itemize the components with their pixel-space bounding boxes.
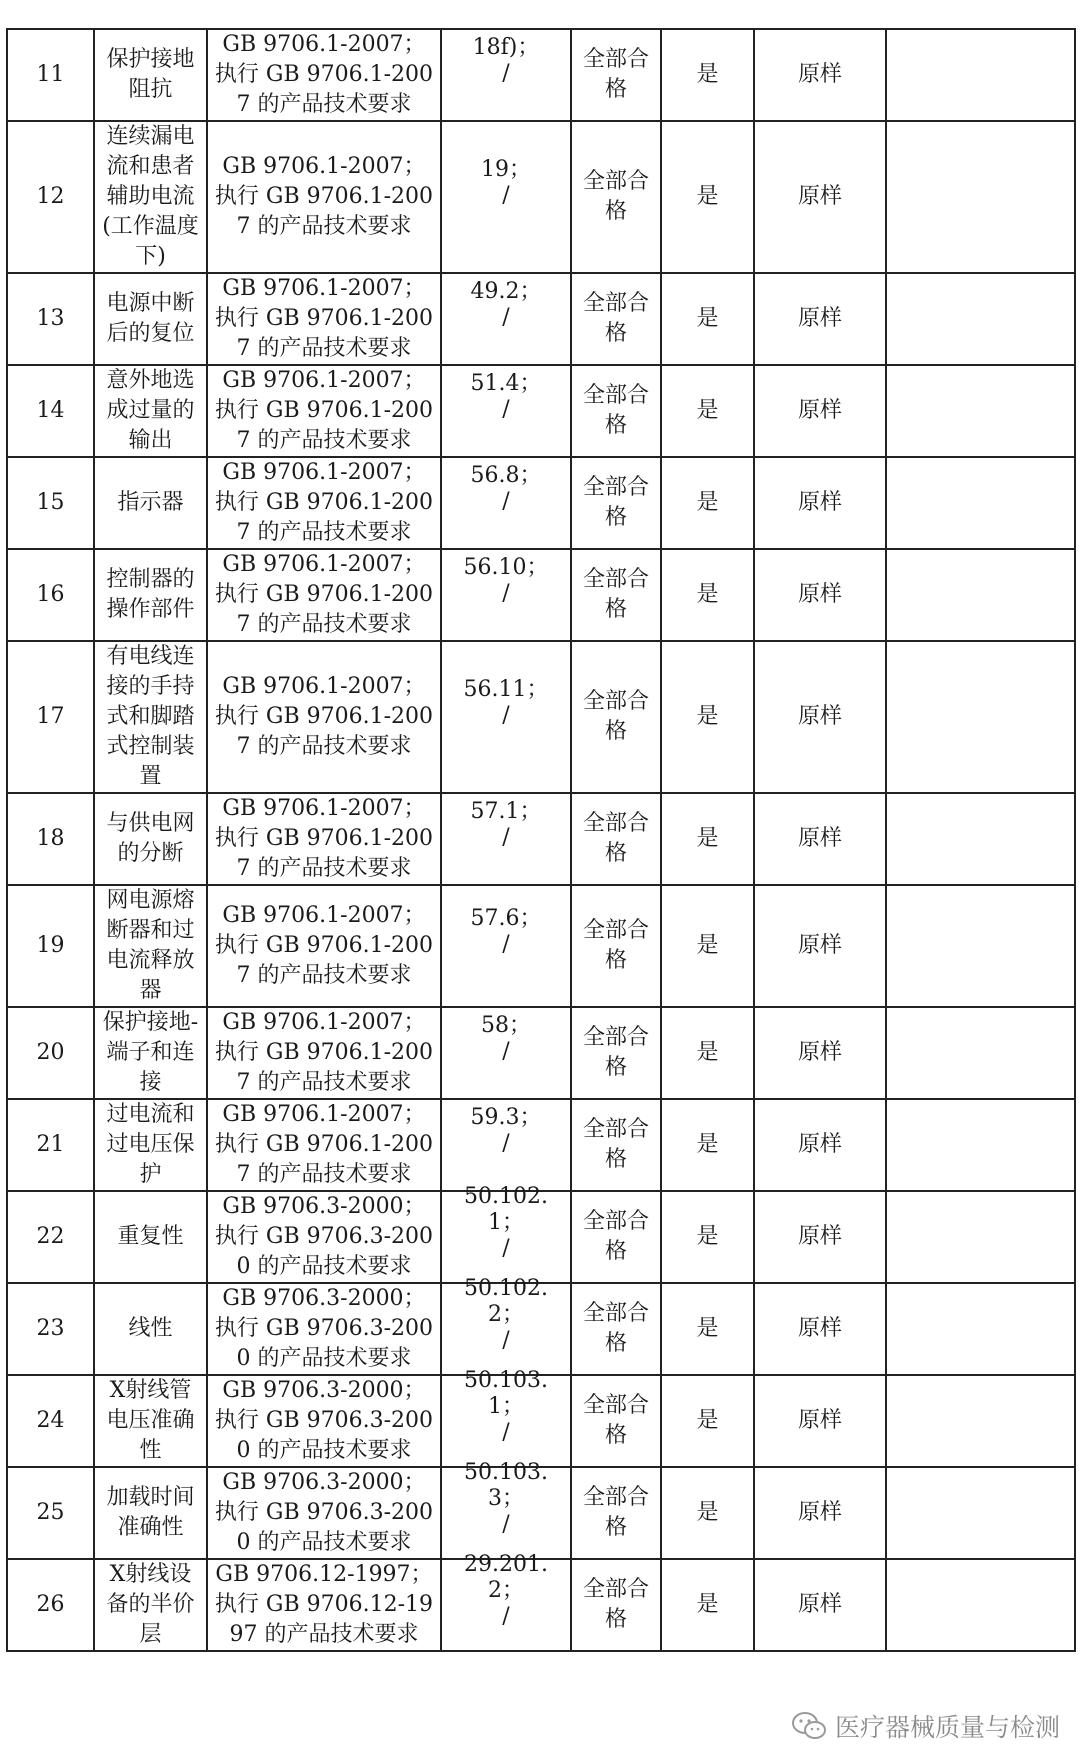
cell-sample-state: 原样 bbox=[754, 1467, 886, 1559]
cell-standard: GB 9706.1-2007；执行 GB 9706.1-2007 的产品技术要求 bbox=[207, 273, 441, 365]
table-row bbox=[7, 1283, 1075, 1375]
cell-sample-state: 原样 bbox=[754, 641, 886, 793]
cell-sample-state: 原样 bbox=[754, 1375, 886, 1467]
cell-test-item: 控制器的操作部件 bbox=[94, 549, 207, 641]
cell-result: 全部合格 bbox=[571, 1283, 661, 1375]
cell-result: 全部合格 bbox=[571, 885, 661, 1007]
watermark bbox=[791, 1706, 1060, 1746]
clause-text: 50.102.2； / bbox=[464, 1276, 548, 1353]
table-body bbox=[7, 29, 1075, 1651]
cell-result: 全部合格 bbox=[571, 1467, 661, 1559]
cell-clause bbox=[441, 1276, 571, 1375]
cell-clause bbox=[441, 641, 571, 793]
cell-number: 14 bbox=[7, 365, 94, 457]
table-row bbox=[7, 29, 1075, 121]
cell-sample-state: 原样 bbox=[754, 1007, 886, 1099]
cell-test-item: 过电流和过电压保护 bbox=[94, 1099, 207, 1191]
cell-standard: GB 9706.1-2007；执行 GB 9706.1-2007 的产品技术要求 bbox=[207, 365, 441, 457]
cell-result: 全部合格 bbox=[571, 457, 661, 549]
cell-sample-state: 原样 bbox=[754, 457, 886, 549]
cell-standard: GB 9706.1-2007；执行 GB 9706.1-2007 的产品技术要求 bbox=[207, 1007, 441, 1099]
cell-standard: GB 9706.1-2007；执行 GB 9706.1-2007 的产品技术要求 bbox=[207, 121, 441, 273]
cell-sample-state: 原样 bbox=[754, 1283, 886, 1375]
cell-sample-state: 原样 bbox=[754, 121, 886, 273]
table-row bbox=[7, 273, 1075, 365]
cell-remark bbox=[886, 1283, 1075, 1375]
cell-clause bbox=[441, 1099, 571, 1191]
clause-text: 58； / bbox=[481, 1013, 531, 1064]
cell-conformity: 是 bbox=[661, 641, 754, 793]
cell-standard: GB 9706.1-2007；执行 GB 9706.1-2007 的产品技术要求 bbox=[207, 793, 441, 885]
table-row bbox=[7, 1099, 1075, 1191]
cell-conformity: 是 bbox=[661, 549, 754, 641]
clause-text: 50.103.1； / bbox=[464, 1368, 548, 1445]
clause-text: 18f)； / bbox=[472, 35, 540, 86]
cell-result: 全部合格 bbox=[571, 1007, 661, 1099]
cell-clause bbox=[441, 365, 571, 457]
cell-standard: GB 9706.1-2007；执行 GB 9706.1-2007 的产品技术要求 bbox=[207, 29, 441, 121]
cell-number: 18 bbox=[7, 793, 94, 885]
cell-remark bbox=[886, 641, 1075, 793]
cell-number: 19 bbox=[7, 885, 94, 1007]
cell-number: 20 bbox=[7, 1007, 94, 1099]
cell-conformity: 是 bbox=[661, 1283, 754, 1375]
cell-standard: GB 9706.12-1997；执行 GB 9706.12-1997 的产品技术要求 bbox=[207, 1559, 441, 1651]
cell-remark bbox=[886, 793, 1075, 885]
cell-result: 全部合格 bbox=[571, 1375, 661, 1467]
cell-sample-state: 原样 bbox=[754, 793, 886, 885]
cell-standard: GB 9706.1-2007；执行 GB 9706.1-2007 的产品技术要求 bbox=[207, 549, 441, 641]
cell-number: 12 bbox=[7, 121, 94, 273]
cell-test-item: 加载时间准确性 bbox=[94, 1467, 207, 1559]
clause-text: 29.201.2； / bbox=[464, 1552, 548, 1629]
cell-conformity: 是 bbox=[661, 457, 754, 549]
cell-standard: GB 9706.1-2007；执行 GB 9706.1-2007 的产品技术要求 bbox=[207, 457, 441, 549]
cell-test-item: 网电源熔断器和过电流释放器 bbox=[94, 885, 207, 1007]
cell-conformity: 是 bbox=[661, 793, 754, 885]
cell-conformity: 是 bbox=[661, 121, 754, 273]
cell-conformity: 是 bbox=[661, 1559, 754, 1651]
cell-test-item: 保护接地-端子和连接 bbox=[94, 1007, 207, 1099]
clause-text: 56.10； / bbox=[463, 555, 549, 606]
cell-clause bbox=[441, 885, 571, 1007]
cell-remark bbox=[886, 457, 1075, 549]
clause-text: 50.102.1； / bbox=[464, 1184, 548, 1261]
cell-clause bbox=[441, 1184, 571, 1283]
table-row bbox=[7, 457, 1075, 549]
cell-conformity: 是 bbox=[661, 1007, 754, 1099]
cell-result: 全部合格 bbox=[571, 121, 661, 273]
cell-test-item: 意外地选成过量的输出 bbox=[94, 365, 207, 457]
cell-standard: GB 9706.1-2007；执行 GB 9706.1-2007 的产品技术要求 bbox=[207, 641, 441, 793]
cell-number: 16 bbox=[7, 549, 94, 641]
cell-standard: GB 9706.1-2007；执行 GB 9706.1-2007 的产品技术要求 bbox=[207, 1099, 441, 1191]
cell-conformity: 是 bbox=[661, 29, 754, 121]
cell-sample-state: 原样 bbox=[754, 273, 886, 365]
cell-number: 15 bbox=[7, 457, 94, 549]
cell-standard: GB 9706.3-2000；执行 GB 9706.3-2000 的产品技术要求 bbox=[207, 1375, 441, 1467]
cell-sample-state: 原样 bbox=[754, 29, 886, 121]
cell-number: 24 bbox=[7, 1375, 94, 1467]
cell-remark bbox=[886, 365, 1075, 457]
cell-clause bbox=[441, 1007, 571, 1099]
clause-text: 19； / bbox=[481, 157, 531, 208]
cell-result: 全部合格 bbox=[571, 1191, 661, 1283]
cell-number: 26 bbox=[7, 1559, 94, 1651]
cell-result: 全部合格 bbox=[571, 1559, 661, 1651]
cell-number: 23 bbox=[7, 1283, 94, 1375]
cell-number: 22 bbox=[7, 1191, 94, 1283]
cell-conformity: 是 bbox=[661, 1375, 754, 1467]
cell-number: 17 bbox=[7, 641, 94, 793]
cell-remark bbox=[886, 1007, 1075, 1099]
cell-remark bbox=[886, 1099, 1075, 1191]
cell-test-item: 指示器 bbox=[94, 457, 207, 549]
clause-text: 59.3； / bbox=[470, 1105, 542, 1156]
cell-remark bbox=[886, 885, 1075, 1007]
clause-text: 51.4； / bbox=[470, 371, 542, 422]
cell-result: 全部合格 bbox=[571, 1099, 661, 1191]
table-row bbox=[7, 641, 1075, 793]
cell-test-item: X射线管电压准确性 bbox=[94, 1375, 207, 1467]
cell-result: 全部合格 bbox=[571, 29, 661, 121]
cell-sample-state: 原样 bbox=[754, 549, 886, 641]
cell-remark bbox=[886, 549, 1075, 641]
cell-result: 全部合格 bbox=[571, 273, 661, 365]
cell-test-item: 线性 bbox=[94, 1283, 207, 1375]
cell-result: 全部合格 bbox=[571, 365, 661, 457]
cell-number: 11 bbox=[7, 29, 94, 121]
cell-test-item: X射线设备的半价层 bbox=[94, 1559, 207, 1651]
watermark-text: 医疗器械质量与检测 bbox=[834, 1713, 1060, 1742]
cell-conformity: 是 bbox=[661, 365, 754, 457]
table-row bbox=[7, 1191, 1075, 1283]
table-row bbox=[7, 1559, 1075, 1651]
cell-standard: GB 9706.3-2000；执行 GB 9706.3-2000 的产品技术要求 bbox=[207, 1467, 441, 1559]
table-row bbox=[7, 885, 1075, 1007]
cell-test-item: 保护接地阻抗 bbox=[94, 29, 207, 121]
clause-text: 56.11； / bbox=[463, 677, 549, 728]
table-row bbox=[7, 121, 1075, 273]
cell-clause bbox=[441, 549, 571, 641]
cell-number: 13 bbox=[7, 273, 94, 365]
cell-sample-state: 原样 bbox=[754, 885, 886, 1007]
cell-standard: GB 9706.3-2000；执行 GB 9706.3-2000 的产品技术要求 bbox=[207, 1191, 441, 1283]
cell-clause bbox=[441, 793, 571, 885]
cell-conformity: 是 bbox=[661, 273, 754, 365]
cell-conformity: 是 bbox=[661, 1191, 754, 1283]
cell-remark bbox=[886, 121, 1075, 273]
cell-sample-state: 原样 bbox=[754, 1559, 886, 1651]
cell-conformity: 是 bbox=[661, 885, 754, 1007]
cell-clause bbox=[441, 29, 571, 121]
cell-remark bbox=[886, 1375, 1075, 1467]
cell-clause bbox=[441, 121, 571, 273]
cell-clause bbox=[441, 1552, 571, 1651]
cell-standard: GB 9706.3-2000；执行 GB 9706.3-2000 的产品技术要求 bbox=[207, 1283, 441, 1375]
cell-remark bbox=[886, 29, 1075, 121]
clause-text: 57.1； / bbox=[470, 799, 542, 850]
clause-text: 57.6； / bbox=[470, 906, 542, 957]
cell-test-item: 有电线连接的手持式和脚踏式控制装置 bbox=[94, 641, 207, 793]
cell-result: 全部合格 bbox=[571, 641, 661, 793]
cell-result: 全部合格 bbox=[571, 793, 661, 885]
table-row bbox=[7, 1467, 1075, 1559]
cell-remark bbox=[886, 1191, 1075, 1283]
cell-number: 21 bbox=[7, 1099, 94, 1191]
table-row bbox=[7, 1007, 1075, 1099]
cell-conformity: 是 bbox=[661, 1467, 754, 1559]
table-row bbox=[7, 793, 1075, 885]
clause-text: 56.8； / bbox=[470, 463, 542, 514]
cell-clause bbox=[441, 273, 571, 365]
cell-test-item: 电源中断后的复位 bbox=[94, 273, 207, 365]
clause-text: 50.103.3； / bbox=[464, 1460, 548, 1537]
cell-number: 25 bbox=[7, 1467, 94, 1559]
cell-clause bbox=[441, 1368, 571, 1467]
wechat-icon bbox=[791, 1711, 827, 1741]
cell-standard: GB 9706.1-2007；执行 GB 9706.1-2007 的产品技术要求 bbox=[207, 885, 441, 1007]
cell-result: 全部合格 bbox=[571, 549, 661, 641]
cell-sample-state: 原样 bbox=[754, 1191, 886, 1283]
cell-clause bbox=[441, 1460, 571, 1559]
table-row bbox=[7, 1375, 1075, 1467]
cell-remark bbox=[886, 1467, 1075, 1559]
cell-clause bbox=[441, 457, 571, 549]
cell-sample-state: 原样 bbox=[754, 365, 886, 457]
inspection-results-table bbox=[6, 28, 1076, 1652]
clause-text: 49.2； / bbox=[470, 279, 542, 330]
table-row bbox=[7, 549, 1075, 641]
cell-remark bbox=[886, 273, 1075, 365]
table-row bbox=[7, 365, 1075, 457]
cell-sample-state: 原样 bbox=[754, 1099, 886, 1191]
cell-test-item: 连续漏电流和患者辅助电流(工作温度下) bbox=[94, 121, 207, 273]
cell-test-item: 重复性 bbox=[94, 1191, 207, 1283]
cell-remark bbox=[886, 1559, 1075, 1651]
cell-test-item: 与供电网的分断 bbox=[94, 793, 207, 885]
cell-conformity: 是 bbox=[661, 1099, 754, 1191]
